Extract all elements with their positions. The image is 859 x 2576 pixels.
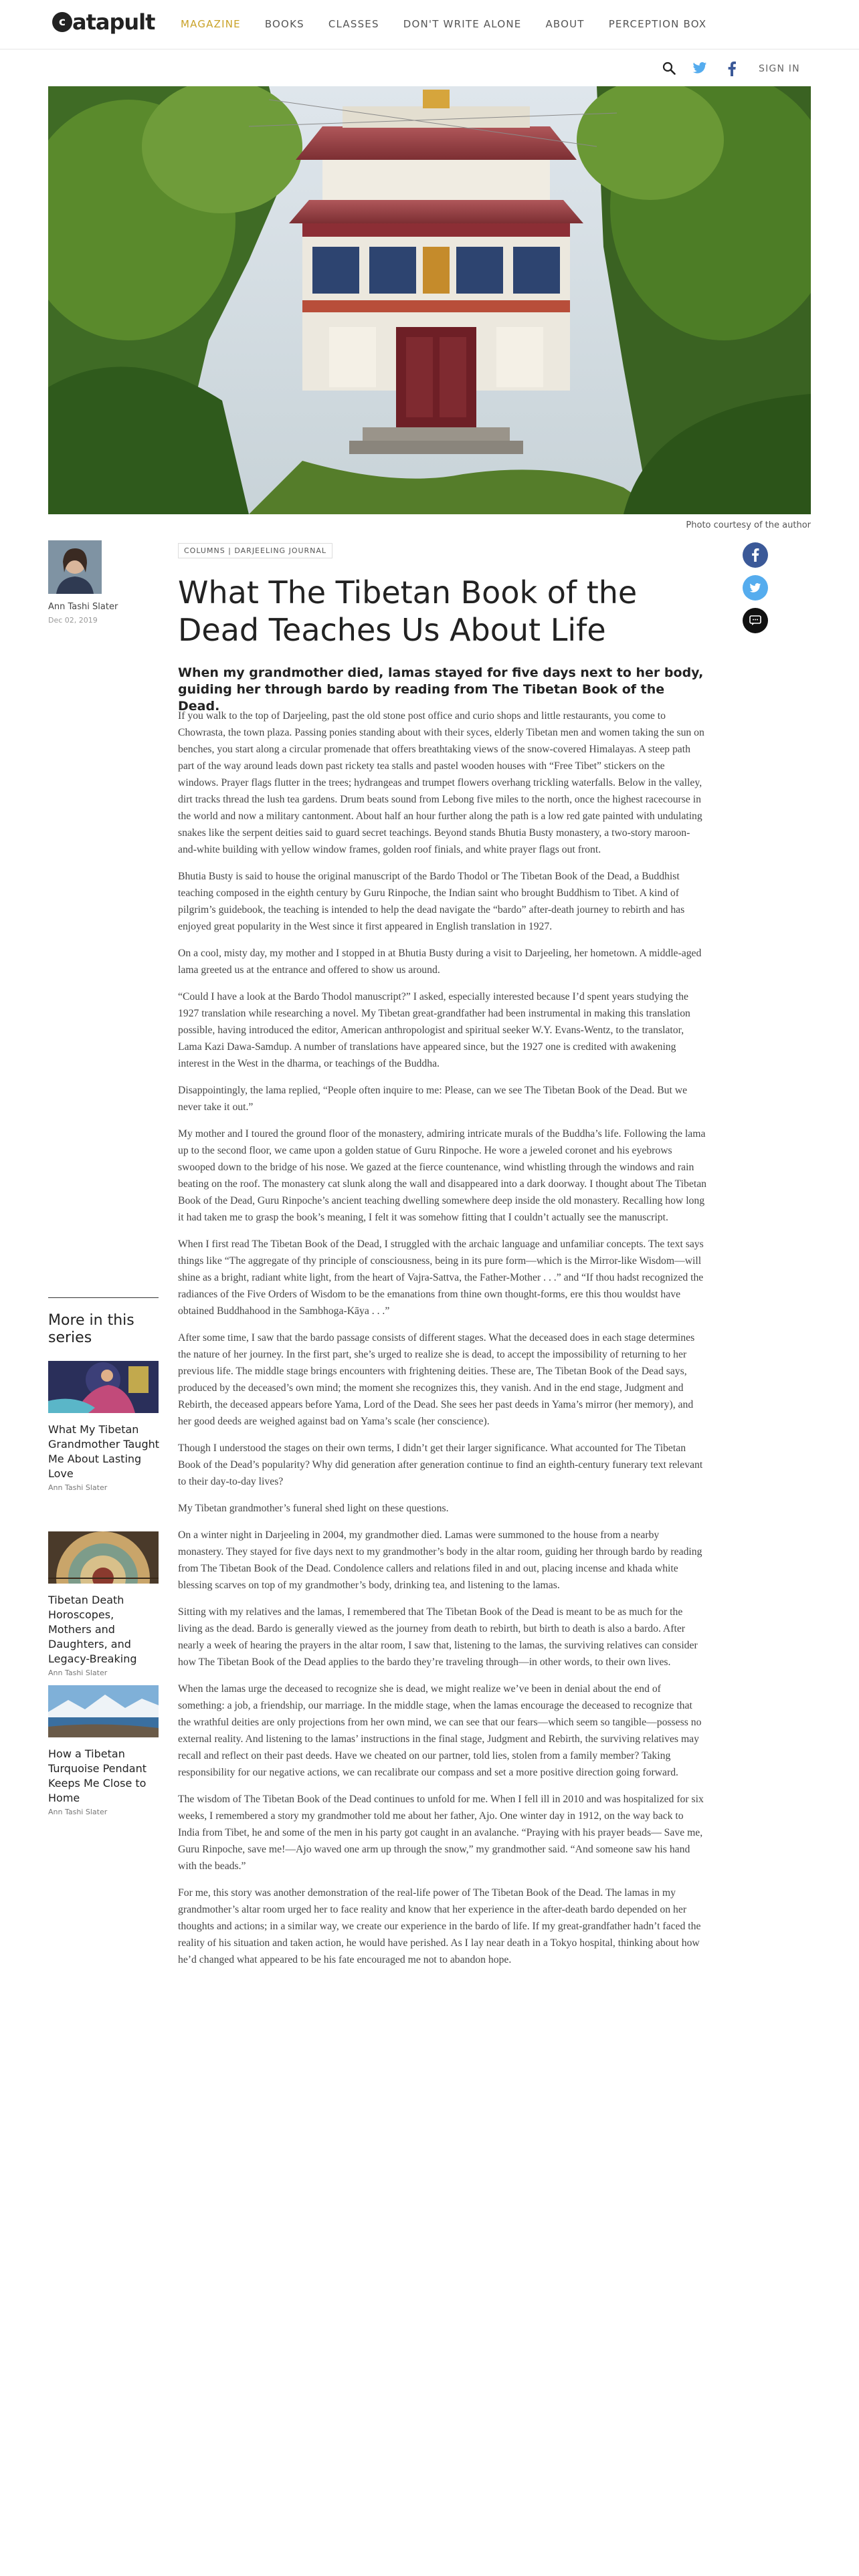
- article-title: What The Tibetan Book of the Dead Teaches Us About Life: [178, 574, 638, 648]
- series-item-author: Ann Tashi Slater: [48, 1483, 108, 1492]
- series-item[interactable]: [48, 1685, 161, 1816]
- nav-classes[interactable]: CLASSES: [328, 18, 379, 30]
- paragraph: My Tibetan grandmother’s funeral shed light on these questions.: [178, 1503, 449, 1514]
- paragraph: “Could I have a look at the Bardo Thodol manuscript?” I asked, especially interested because I’d spent years studying the 1927 translation while researching a novel. My Tibetan great-grandfather had been instrumental in making this translation possible, having introduced the editor, American anthropologist and spiritual seeker W.Y. Evans-Wentz, to the translator, Lama Kazi Dawa-Samdup. A number of translations have appeared since, but the 1927 one is credited with awakening interest in the West in the dharma, or teachings of the Buddha.: [178, 991, 690, 1069]
- avatar[interactable]: [48, 540, 102, 594]
- search-icon[interactable]: [662, 62, 676, 75]
- paragraph: After some time, I saw that the bardo passage consists of different stages. What the deceased does in each stage determines the nature of her journey. In the first part, she’s urged to realize she is dead, to accept the impossibility of returning to her previous life. The middle stage brings encounters with frightening deities. These are, The Tibetan Book of the Dead says, produced by the deceased’s own mind; the moment she recognizes this, they vanish. And in the end stage, Judgment and Rebirth, the deceased appears before Yama, Lord of the Dead. She sees her past deeds in Yama’s mirror (her memory), and her good deeds are weighed against bad on Yama’s scale (her conscience).: [178, 1332, 695, 1427]
- paragraph: On a winter night in Darjeeling in 2004, my grandmother died. Lamas were summoned to the house from a nearby monastery. They stayed for five days next to my grandmother’s body in the altar room, guiding her through bardo by reading from The Tibetan Book of the Dead. Condolence callers and relations filed in and out, placing incense and khada white blessing scarves on top of my grandmother’s body, drinking tea, and listening to the lamas.: [178, 1529, 702, 1591]
- twitter-icon: [749, 583, 761, 593]
- share-twitter-button[interactable]: [743, 575, 768, 601]
- nav-books[interactable]: BOOKS: [264, 18, 304, 30]
- paragraph: When the lamas urge the deceased to recognize she is dead, we might realize we’ve been in denial about the end of something: a job, a friendship, our marriage. In the middle stage, when the lamas encourage the deceased to recognize that the wrathful deities are only projections from her own mind, we can see that our fears—which seem so tangible—possess no external reality. And listening to the lamas’ instructions in the final stage, Judgment and Rebirth, the surviving relatives may recall and reflect on their past deeds. Have we cheated on our partner, told lies, stolen from a family member? Taking responsibility for our negative actions, we can recalibrate our compass and set a more positive direction going forward.: [178, 1683, 702, 1778]
- series-item[interactable]: [48, 1531, 161, 1677]
- paragraph: On a cool, misty day, my mother and I stopped in at Bhutia Busty during a visit to Darjeeling, her hometown. A middle-aged lama greeted us at the entrance and offered to show us around.: [178, 948, 702, 976]
- share-comment-button[interactable]: [743, 608, 768, 633]
- comment-icon: [749, 615, 761, 626]
- paragraph: Though I understood the stages on their own terms, I didn’t get their larger significance. What accounted for The Tibetan Book of the Dead’s popularity? Why did generation after generation continue to find an eighth-century funerary text relevant to their day-to-day lives?: [178, 1442, 703, 1487]
- twitter-icon[interactable]: [692, 62, 707, 75]
- hero-image: [48, 86, 811, 514]
- series-item[interactable]: [48, 1361, 161, 1492]
- signin-link[interactable]: SIGN IN: [759, 64, 800, 74]
- series-item-title[interactable]: How a Tibetan Turquoise Pendant Keeps Me Close to Home: [48, 1747, 147, 1804]
- series-thumbnail[interactable]: [48, 1531, 159, 1584]
- site-header: [0, 0, 859, 49]
- facebook-icon: [751, 548, 759, 562]
- series-divider: [48, 1297, 159, 1298]
- paragraph: Bhutia Busty is said to house the original manuscript of the Bardo Thodol or The Tibetan Book of the Dead, a Buddhist teaching composed in the eighth century by Guru Rinpoche, the Indian saint who brought Buddhism to Tibet. A kind of pilgrim’s guidebook, the teaching is intended to help the dead navigate the “bardo” after-death journey to rebirth and has enjoyed great popularity in the West since it first appeared in English translation in 1927.: [178, 871, 685, 932]
- nav-magazine[interactable]: MAGAZINE: [181, 18, 241, 30]
- paragraph: My mother and I toured the ground floor of the monastery, admiring intricate murals of the Buddha’s life. Following the lama up to the second floor, we came upon a golden statue of Guru Rinpoche. He wore a jeweled coronet and his eyebrows swooped down to the bridge of his nose. We gazed at the fierce countenance, wind whistling through the windows and rain beating on the roof. The monastery cat slunk along the wall and disappeared into a dark doorway. I thought about The Tibetan Book of the Dead, Guru Rinpoche’s ancient teaching dwelling somewhere deep inside the old monastery. Recalling how long it had taken me to grasp the book’s meaning, I felt it was somehow fitting that I couldn’t actually see the manuscript.: [178, 1128, 706, 1223]
- paragraph: The wisdom of The Tibetan Book of the Dead continues to unfold for me. When I fell ill in 2010 and was hospitalized for six weeks, I remembered a story my grandmother told me about her father, Ajo. One winter day in 1912, on the way back to India from Tibet, he and some of the men in his party got caught in an avalanche. “Praying with his prayer beads— Save me, Guru Rinpoche, save me!—Ajo waved one arm up through the snow,” my grandmother said. “And someone saw his hand with the beads.”: [178, 1794, 704, 1872]
- article-body: [178, 708, 706, 1978]
- series-item-author: Ann Tashi Slater: [48, 1669, 108, 1677]
- article-subtitle: When my grandmother died, lamas stayed for five days next to her body, guiding her through bardo by reading from The Tibetan Book of the Dead.: [178, 665, 704, 714]
- nav-about[interactable]: ABOUT: [545, 18, 585, 30]
- share-facebook-button[interactable]: [743, 542, 768, 568]
- author-name[interactable]: Ann Tashi Slater: [48, 602, 118, 612]
- paragraph: When I first read The Tibetan Book of the Dead, I struggled with the archaic language and unfamiliar concepts. The text says things like “The aggregate of thy principle of consciousness, being in its pure form—which is the Mirror-like Wisdom—will shine as a bright, radiant white light, from the heart of Vajra-Sattva, the Father-Mother . . .” and “If thou hadst recognized the radiances of the Five Orders of Wisdom to be the emanations from thine own thought-forms, ere this thou wouldst have obtained Buddhahood in the Sambhoga-Kāya . . .”: [178, 1239, 704, 1317]
- logo-text: atapult: [72, 9, 155, 35]
- series-item-title[interactable]: Tibetan Death Horoscopes, Mothers and Daughters, and Legacy-Breaking: [48, 1594, 137, 1665]
- publish-date: Dec 02, 2019: [48, 616, 98, 625]
- monastery-photo: [48, 86, 811, 514]
- paragraph: Sitting with my relatives and the lamas, I remembered that The Tibetan Book of the Dead is meant to be as much for the living as the dead. Bardo is generally viewed as the journey from death to rebirth, but birth to death is also a bardo. After nearly a week of hearing the prayers in the altar room, I saw that, listening to the lamas, the surviving relatives can consider how The Tibetan Book of the Dead applies to the bardo they’re traveling through—in other words, to their own lives.: [178, 1606, 698, 1668]
- series-item-author: Ann Tashi Slater: [48, 1808, 108, 1816]
- facebook-icon[interactable]: [727, 62, 737, 76]
- series-item-title[interactable]: What My Tibetan Grandmother Taught Me About Lasting Love: [48, 1423, 160, 1480]
- paragraph: Disappointingly, the lama replied, “People often inquire to me: Please, can we see The Tibetan Book of the Dead. But we never take it out.”: [178, 1085, 688, 1113]
- series-heading: More in this series: [48, 1312, 134, 1346]
- nav-dont-write-alone[interactable]: DON'T WRITE ALONE: [403, 18, 522, 30]
- nav-perception-box[interactable]: PERCEPTION BOX: [608, 18, 707, 30]
- article-tags[interactable]: COLUMNS | DARJEELING JOURNAL: [178, 543, 332, 558]
- paragraph: For me, this story was another demonstration of the real-life power of The Tibetan Book of the Dead. The lamas in my grandmother’s altar room urged her to face reality and know that her experience in the after-death bardo depended on her thoughts and actions; in a similar way, we create our experience in the bardo of life. If my great-grandfather hadn’t faced the reality of his situation and taken action, he would have perished. As I lay near death in a Tokyo hospital, thinking about how he’d changed what appeared to be his fate encouraged me not to abandon hope.: [178, 1887, 701, 1965]
- paragraph: If you walk to the top of Darjeeling, past the old stone post office and curio shops and little restaurants, you come to Chowrasta, the town plaza. Passing ponies standing about with their syces, elderly Tibetan men and women taking the sun on benches, you start along a circular promenade that offers breathtaking views of the snow-covered Himalayas. A steep path part of the way around leads down past rickety tea stalls and pastel wooden houses with “Free Tibet” stickers on the windows. Prayer flags flutter in the trees; hydrangeas and trumpet flowers overhang trickling waterfalls. Below in the valley, dirt tracks thread the lush tea gardens. Drum beats sound from Lebong five miles to the north, once the highest racecourse in the world and now a military cantonment. About half an hour further along the path is a low red gate painted with undulating snakes like the serpent deities said to guard secret teachings. Beyond stands Bhutia Busty monastery, a two-story maroon-and-white building with yellow window frames, golden roof finials, and white prayer flags out front.: [178, 710, 704, 855]
- series-thumbnail[interactable]: [48, 1685, 159, 1737]
- photo-credit: Photo courtesy of the author: [686, 520, 811, 530]
- main-nav: [181, 18, 731, 30]
- series-thumbnail[interactable]: [48, 1361, 159, 1413]
- site-logo[interactable]: [52, 9, 155, 35]
- logo-mark: c: [52, 12, 72, 32]
